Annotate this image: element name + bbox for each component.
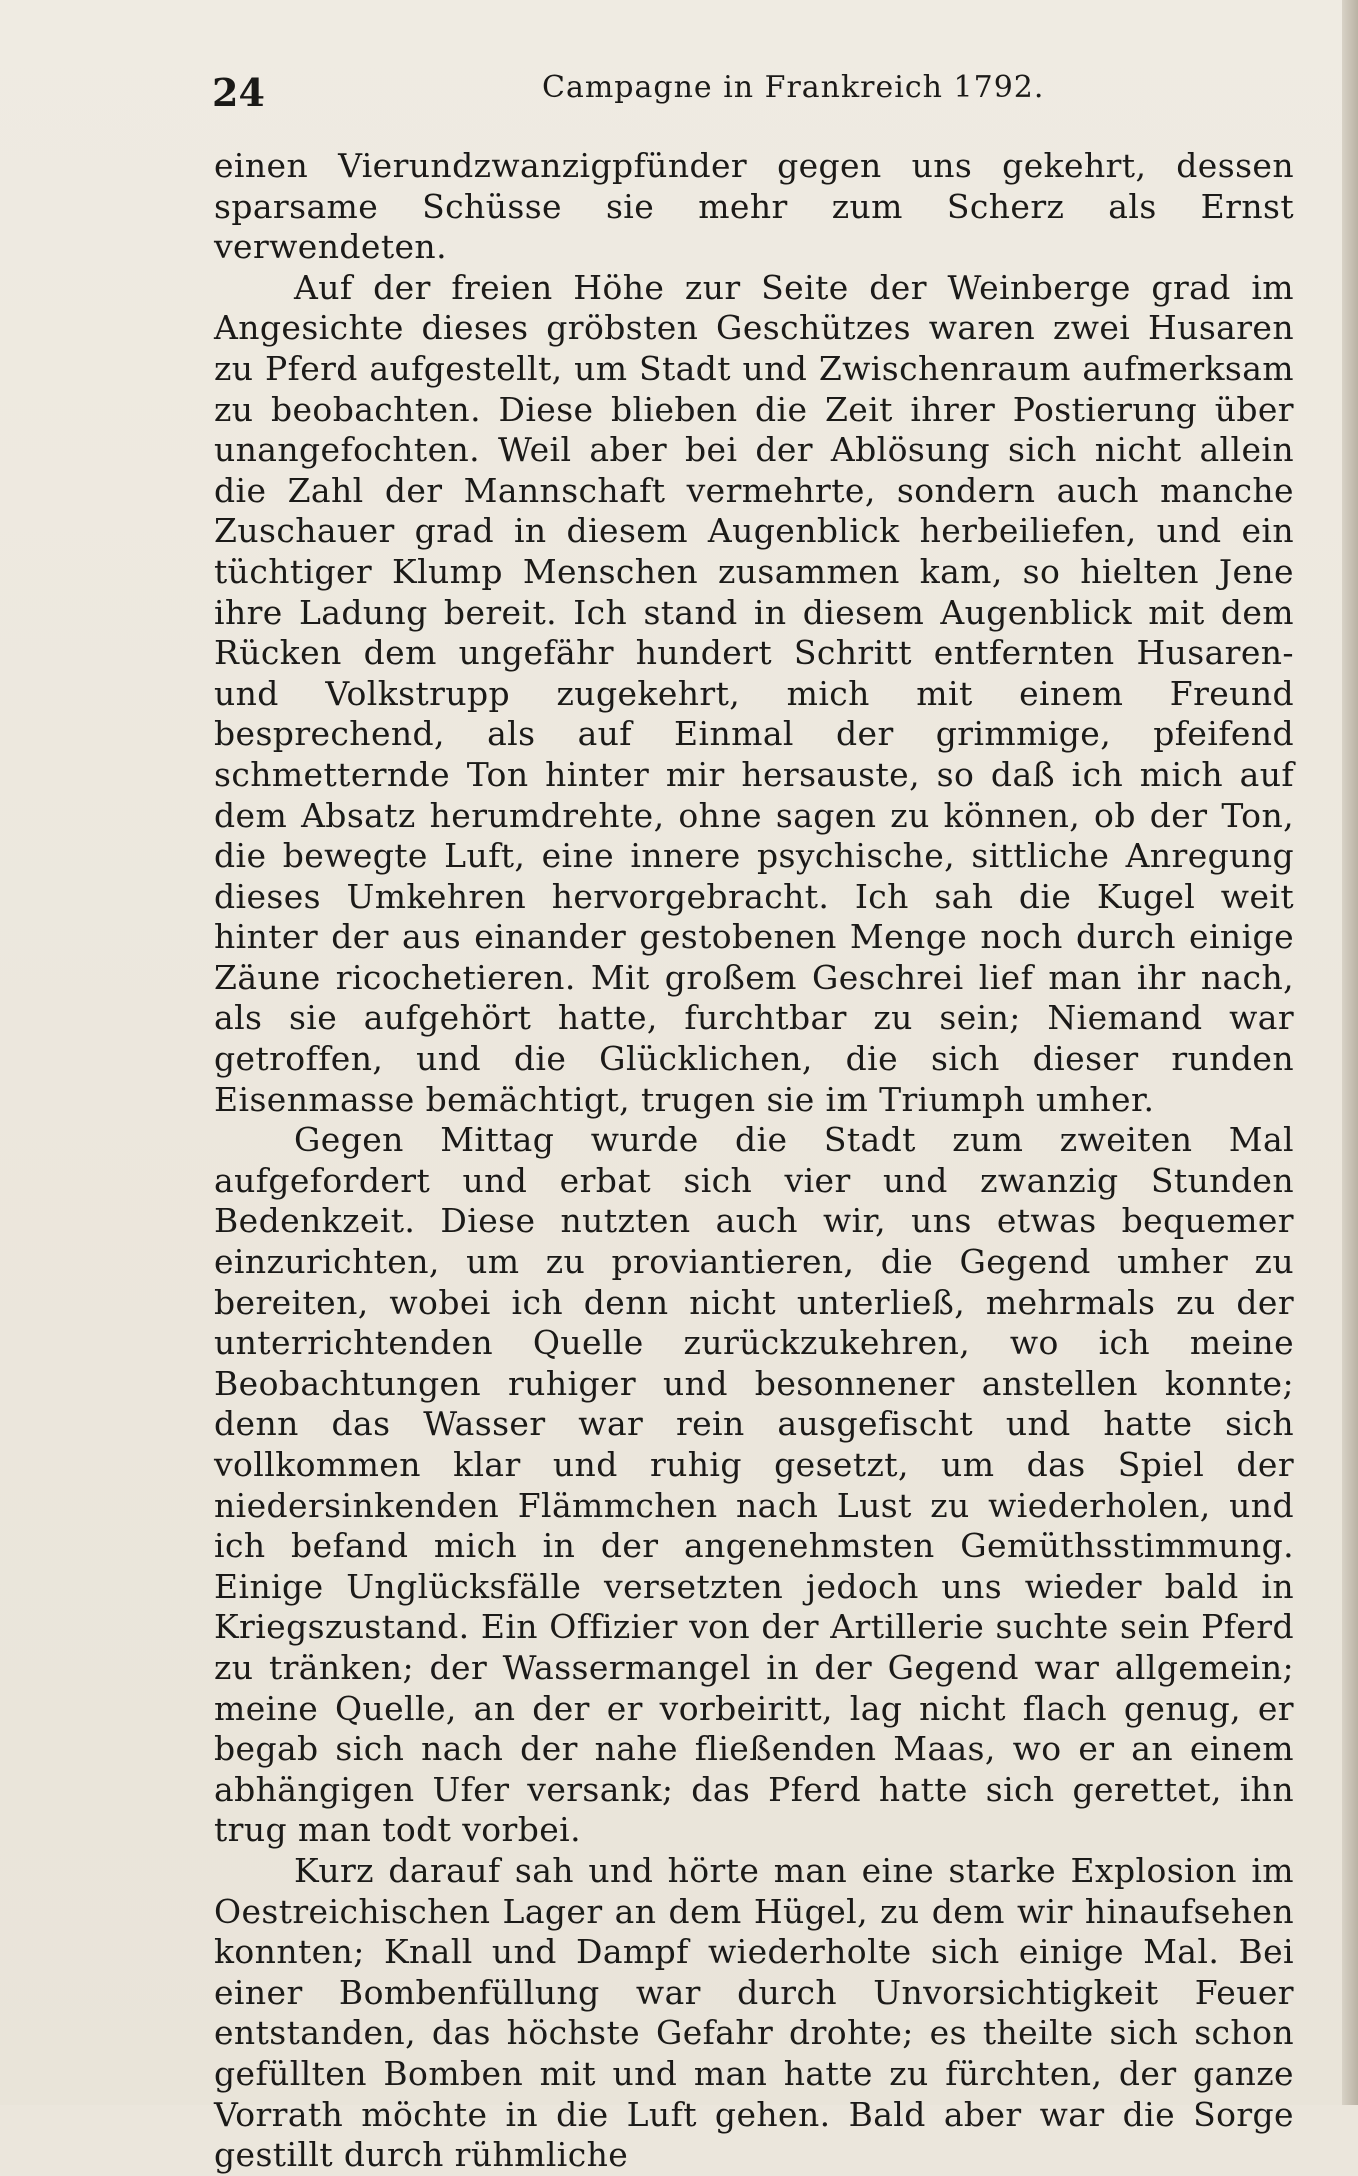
body-text — [214, 146, 1294, 2176]
running-title: Campagne in Frankreich 1792. — [542, 70, 1045, 105]
paragraph-continued: einen Vierundzwanzigpfünder gegen uns gekehrt, dessen sparsame Schüsse sie mehr zum Scherz als Ernst verwendeten. — [214, 146, 1294, 267]
paragraph: Auf der freien Höhe zur Seite der Weinberge grad im Angesichte dieses gröbsten Geschützes waren zwei Husaren zu Pferd aufgestellt, um Stadt und Zwischenraum aufmerksam zu beobachten. Diese blieben die Zeit ihrer Postierung über unangefochten. Weil aber bei der Ablösung sich nicht allein die Zahl der Mannschaft vermehrte, sondern auch manche Zuschauer grad in diesem Augenblick herbeiliefen, und ein tüchtiger Klump Menschen zusammen kam, so hielten Jene ihre Ladung bereit. Ich stand in diesem Augenblick mit dem Rücken dem ungefähr hundert Schritt entfernten Husaren- und Volkstrupp zugekehrt, mich mit einem Freund besprechend, als auf Einmal der grimmige, pfeifend schmetternde Ton hinter mir hersauste, so daß ich mich auf dem Absatz herumdrehte, ohne sagen zu können, ob der Ton, die bewegte Luft, eine innere psychische, sittliche Anregung dieses Umkehren hervorgebracht. Ich sah die Kugel weit hinter der aus einander gestobenen Menge noch durch einige Zäune ricochetieren. Mit großem Geschrei lief man ihr nach, als sie aufgehört hatte, furchtbar zu sein; Niemand war getroffen, und die Glücklichen, die sich dieser runden Eisenmasse bemächtigt, trugen sie im Triumph umher. — [214, 267, 1294, 1119]
page-gutter-shadow — [1342, 0, 1358, 2105]
paragraph: Gegen Mittag wurde die Stadt zum zweiten Mal aufgefordert und erbat sich vier und zwanzig Stunden Bedenkzeit. Diese nutzten auch wir, uns etwas bequemer einzurichten, um zu proviantieren, die Gegend umher zu bereiten, wobei ich denn nicht unterließ, mehrmals zu der unterrichtenden Quelle zurückzukehren, wo ich meine Beobachtungen ruhiger und besonnener anstellen konnte; denn das Wasser war rein ausgefischt und hatte sich vollkommen klar und ruhig gesetzt, um das Spiel der niedersinkenden Flämmchen nach Lust zu wiederholen, und ich befand mich in der angenehmsten Gemüthsstimmung. Einige Unglücksfälle versetzten jedoch uns wieder bald in Kriegszustand. Ein Offizier von der Artillerie suchte sein Pferd zu tränken; der Wassermangel in der Gegend war allgemein; meine Quelle, an der er vorbeiritt, lag nicht flach genug, er begab sich nach der nahe fließenden Maas, wo er an einem abhängigen Ufer versank; das Pferd hatte sich gerettet, ihn trug man todt vorbei. — [214, 1120, 1294, 1850]
paragraph: Kurz darauf sah und hörte man eine starke Explosion im Oestreichischen Lager an dem Hügel, zu dem wir hinaufsehen konnten; Knall und Dampf wiederholte sich einige Mal. Bei einer Bombenfüllung war durch Unvorsichtigkeit Feuer entstanden, das höchste Gefahr drohte; es theilte sich schon gefüllten Bomben mit und man hatte zu fürchten, der ganze Vorrath möchte in die Luft gehen. Bald aber war die Sorge gestillt durch rühmliche — [214, 1850, 1294, 2175]
page-number: 24 — [212, 70, 265, 115]
page-header — [212, 62, 1292, 122]
